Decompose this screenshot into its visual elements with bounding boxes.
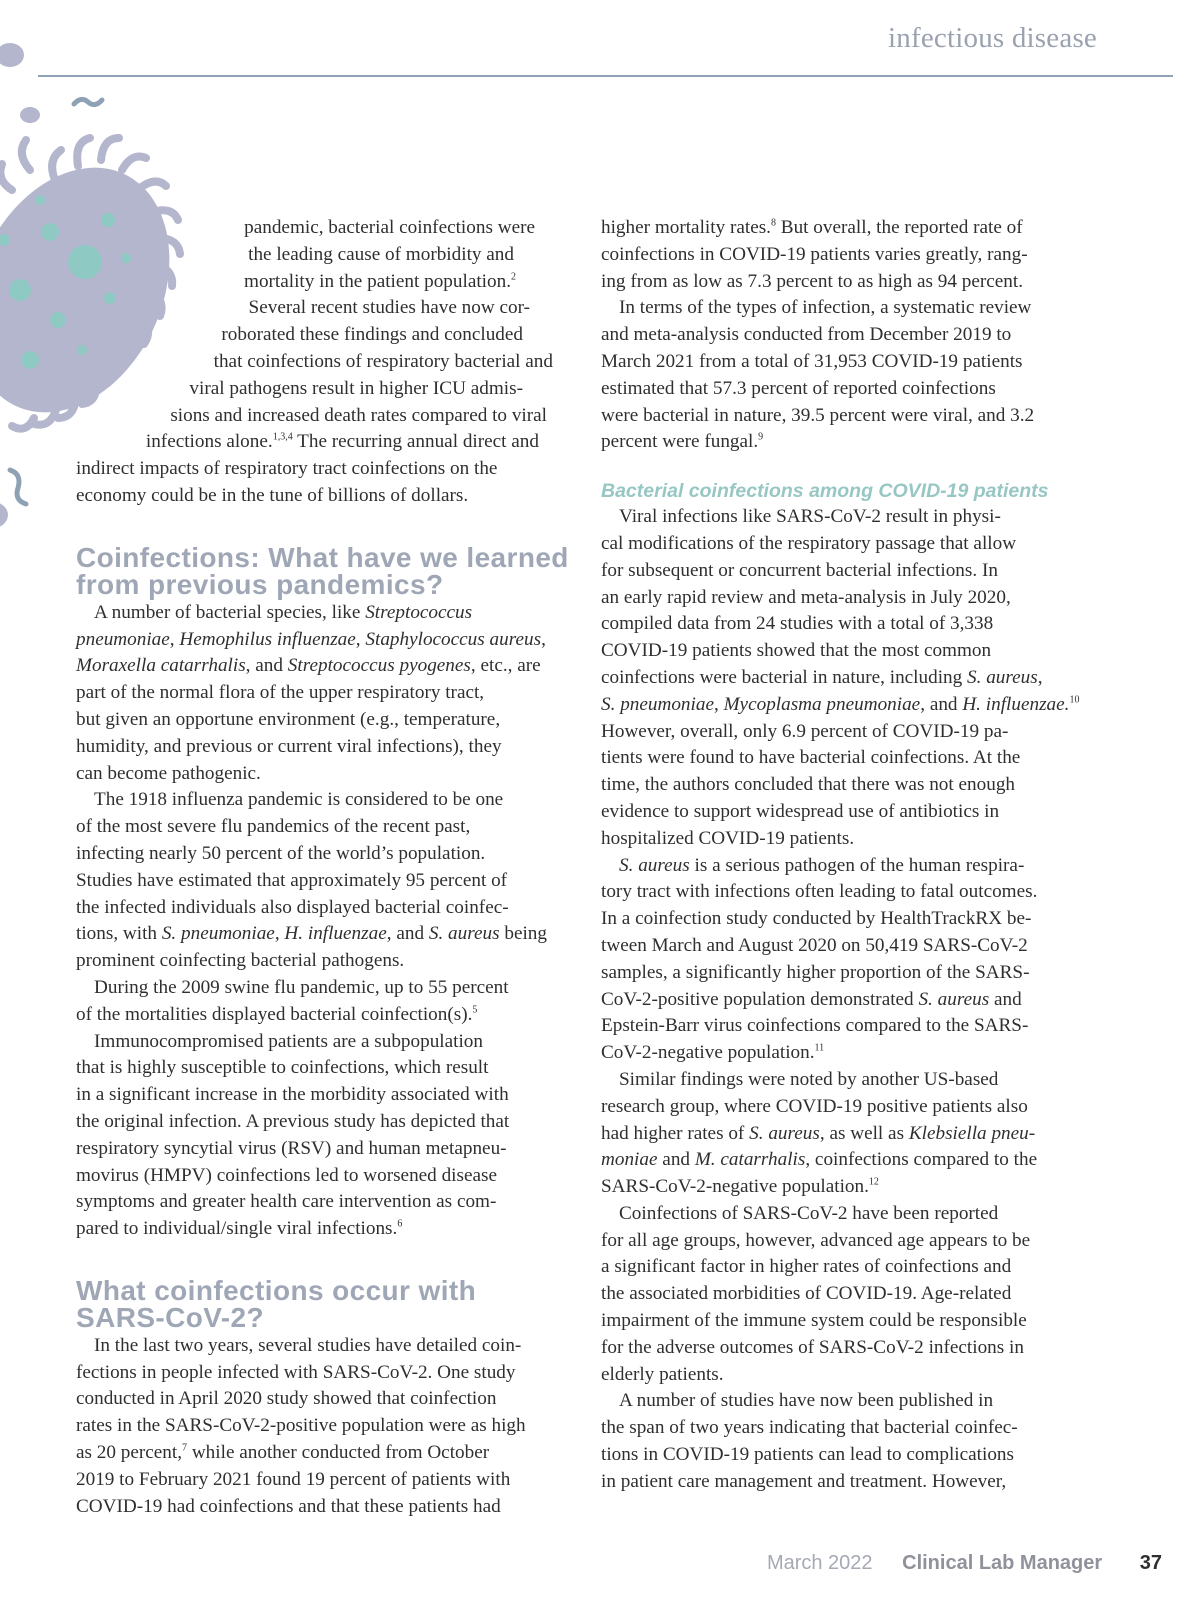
text-line: economy could be in the tune of billions of dollars. — [76, 484, 469, 506]
text-line: that coinfections of respiratory bacterial and — [213, 350, 553, 372]
citation: 10 — [1069, 694, 1080, 706]
subheading-bacterial-coinfections: Bacterial coinfections among COVID-19 patients — [601, 480, 1049, 503]
citation: 5 — [472, 1004, 478, 1016]
text-line: coinfections in COVID-19 patients varies greatly, rang- — [601, 243, 1028, 265]
text-line: time, the authors concluded that there was not enough — [601, 774, 1016, 796]
text-line: conducted in April 2020 study showed that coinfection — [76, 1388, 497, 1410]
section-sars-cov-2-coinfections: In the last two years, several studies have detailed coin- fections in people infected with SARS-CoV-2. One study conducted in April 2020 study showed that coinfection rates in the SARS-CoV-2-positive population were as high as 20 percent,$^7$ while another conducted from October 2019 to February 2021 found 19 percent of patients with COVID-19 had coinfections and that these patients had — [76, 1333, 576, 1521]
text-line: the leading cause of morbidity and — [248, 243, 514, 265]
species-name: S. pneumoniae — [601, 693, 714, 715]
text-line: Immunocompromised patients are a subpopulation — [94, 1030, 483, 1052]
text-line: prominent coinfecting bacterial pathogens. — [76, 950, 405, 972]
species-name: S. aureus — [428, 923, 500, 945]
section-bacterial-coinfections: Viral infections like SARS-CoV-2 result in physi- cal modifications of the respiratory passage that allow for subsequent or concurrent bacterial infections. In an early rapid review and meta-analysis in July 2020, compiled data from 24 studies with a total of 3,338 COVID-19 patients showed that the most common coinfections were bacterial in nature, including S. aureus, S. pneumoniae, Mycoplasma pneumoniae, and H. influenzae.$^{10}$ However, overall, only 6.9 percent of COVID-19 pa- tients were found to have bacterial coinfections. At the time, the authors concluded that there was not enough evidence to support widespread use of antibiotics in hospitalized COVID-19 patients. S. aureus is a serious pathogen of the human respira- tory tract with infections often leading to fatal outcomes. In a coinfection study conducted by HealthTrackRX be- tween March and August 2020 on 50,419 SARS-CoV-2 samples, a significantly higher proportion of the SARS- CoV-2-positive population demonstrated S. aureus and Epstein-Barr virus coinfections compared to the SARS- CoV-2-negative population.$^{11}$ Similar findings were noted by another US-based research group, where COVID-19 positive patients also had higher rates of S. aureus, as well as Klebsiella pneu- moniae and M. catarrhalis, coinfections compared to the SARS-CoV-2-negative population.$^{12}$ Coinfections of SARS-CoV-2 have been reported for all age groups, however, advanced age appears to be a significant factor in higher rates of coinfections and the associated morbidities of COVID-19. Age-related impairment of the immune system could be responsible for the adverse outcomes of SARS-CoV-2 infections in elderly patients. A number of studies have now been published in the span of two years indicating that bacterial coinfec- tions in COVID-19 patients can lead to complications in patient care management and treatment. However, — [601, 504, 1101, 1495]
squiggle-bottom — [10, 470, 26, 504]
species-name: Staphylococcus aureus — [365, 628, 542, 650]
text-line: sions and increased death rates compared to viral — [170, 404, 547, 426]
text-line: for subsequent or concurrent bacterial infections. In — [601, 559, 998, 581]
text-line: compiled data from 24 studies with a total of 3,338 — [601, 613, 994, 635]
citation: 2 — [511, 271, 516, 283]
text-line: humidity, and previous or current viral infections), they — [76, 735, 502, 757]
text-line: an early rapid review and meta-analysis in July 2020, — [601, 586, 1011, 608]
species-name: pneumoniae — [76, 628, 170, 650]
intro-paragraph — [76, 215, 576, 510]
text-line: However, overall, only 6.9 percent of COVID-19 pa- — [601, 720, 1009, 742]
text-line: tween March and August 2020 on 50,419 SARS-CoV-2 — [601, 934, 1028, 956]
species-name: M. catarrhalis — [694, 1149, 806, 1171]
text-line: tients were found to have bacterial coinfections. At the — [601, 747, 1021, 769]
text-line: In a coinfection study conducted by HealthTrackRX be- — [601, 908, 1032, 930]
citation: 7 — [182, 1442, 188, 1454]
text-line: symptoms and greater health care intervention as com- — [76, 1191, 497, 1213]
text-line: but given an opportune environment (e.g., temperature, — [76, 708, 501, 730]
text-line: viral pathogens result in higher ICU admis- — [189, 377, 523, 399]
virus-dot-top — [0, 43, 24, 67]
species-name: Hemophilus influenzae — [179, 628, 356, 650]
text-line: During the 2009 swine flu pandemic, up to 55 percent — [94, 976, 509, 998]
species-name: Moraxella catarrhalis — [76, 655, 246, 677]
text-line: COVID-19 patients showed that the most common — [601, 640, 992, 662]
text-line: can become pathogenic. — [76, 762, 261, 784]
text-line: COVID-19 had coinfections and that these patients had — [76, 1495, 501, 1517]
text-line: tory tract with infections often leading to fatal outcomes. — [601, 881, 1038, 903]
text-line: indirect impacts of respiratory tract coinfections on the — [76, 458, 498, 480]
text-line: The recurring annual direct and — [297, 431, 539, 453]
section-label: infectious disease — [888, 22, 1097, 54]
text-line: hospitalized COVID-19 patients. — [601, 827, 855, 849]
text-line: the associated morbidities of COVID-19. Age-related — [601, 1283, 1012, 1305]
text-line: research group, where COVID-19 positive patients also — [601, 1095, 1028, 1117]
text-line: that is highly susceptible to coinfections, which result — [76, 1057, 489, 1079]
text-line: ing from as low as 7.3 percent to as high as 94 percent. — [601, 270, 1024, 292]
species-name: S. pneumoniae — [161, 923, 275, 945]
species-name: Mycoplasma pneumoniae — [723, 693, 921, 715]
text-line: roborated these findings and concluded — [221, 324, 523, 346]
text-line: were bacterial in nature, 39.5 percent were viral, and 3.2 — [601, 404, 1035, 426]
citation: 12 — [868, 1176, 879, 1188]
text-line: cal modifications of the respiratory passage that allow — [601, 532, 1017, 554]
heading-previous-pandemics: Coinfections: What have we learned from previous pandemics? — [76, 541, 569, 600]
text-line: infections alone. — [145, 431, 273, 453]
text-line: Similar findings were noted by another US-based — [619, 1068, 999, 1090]
text-line: tions in COVID-19 patients can lead to complications — [601, 1444, 1014, 1466]
species-name: Streptococcus pyogenes — [287, 655, 471, 677]
column-left — [76, 215, 576, 1520]
column-right — [601, 215, 1101, 1496]
text-line: The 1918 influenza pandemic is considered to be one — [94, 789, 504, 811]
species-name: Klebsiella pneu- — [908, 1122, 1036, 1144]
text-line: Coinfections of SARS-CoV-2 have been reported — [619, 1202, 999, 1224]
text-line: Studies have estimated that approximately 95 percent of — [76, 869, 508, 891]
text-line: pandemic, bacterial coinfections were — [244, 217, 535, 238]
citation: 6 — [397, 1218, 403, 1230]
text-line: infecting nearly 50 percent of the world’s population. — [76, 842, 486, 864]
virus-dot-bottom — [0, 501, 8, 529]
text-line: mortality in the patient population. — [244, 270, 511, 292]
citation: 1,3,4 — [272, 431, 293, 443]
species-name: H. influenzae — [284, 923, 387, 945]
species-name: H. influenzae. — [962, 693, 1070, 715]
text-line: part of the normal flora of the upper respiratory tract, — [76, 682, 485, 704]
text-line: estimated that 57.3 percent of reported coinfections — [601, 377, 996, 399]
text-line: in a significant increase in the morbidity associated with — [76, 1084, 509, 1106]
text-line: In the last two years, several studies have detailed coin- — [94, 1334, 522, 1356]
text-line: movirus (HMPV) coinfections led to worsened disease — [76, 1164, 497, 1186]
text-line: In terms of the types of infection, a systematic review — [619, 297, 1032, 319]
virus-dot-small — [20, 107, 40, 123]
text-line: evidence to support widespread use of antibiotics in — [601, 800, 1000, 822]
text-line: the span of two years indicating that bacterial coinfec- — [601, 1417, 1018, 1439]
text-line: elderly patients. — [601, 1363, 724, 1385]
species-name: S. aureus — [749, 1122, 820, 1144]
text-line: a significant factor in higher rates of coinfections and — [601, 1256, 1012, 1278]
magazine-name: Clinical Lab Manager — [902, 1552, 1103, 1574]
text-line: Epstein-Barr virus coinfections compared to the SARS- — [601, 1015, 1029, 1037]
text-line: respiratory syncytial virus (RSV) and human metapneu- — [76, 1137, 507, 1159]
citation: 9 — [758, 431, 764, 443]
citation: 11 — [814, 1042, 825, 1054]
text-line: of the most severe flu pandemics of the recent past, — [76, 816, 471, 838]
page-footer — [767, 1552, 1162, 1575]
species-name: Streptococcus — [365, 601, 473, 623]
text-line: rates in the SARS-CoV-2-positive population were as high — [76, 1415, 526, 1437]
citation: 8 — [770, 217, 776, 229]
text-line: fections in people infected with SARS-CoV-2. One study — [76, 1361, 516, 1383]
species-name: S. aureus — [918, 988, 990, 1010]
text-line: the infected individuals also displayed bacterial coinfec- — [76, 896, 509, 918]
species-name: S. aureus — [619, 854, 690, 876]
text-line: impairment of the immune system could be responsible — [601, 1310, 1027, 1332]
text-line: Viral infections like SARS-CoV-2 result in physi- — [619, 506, 1001, 528]
issue-date: March 2022 — [766, 1552, 873, 1574]
text-line: Several recent studies have now cor- — [248, 297, 530, 319]
section-previous-pandemics: A number of bacterial species, like Streptococcus pneumoniae, Hemophilus influenzae, Staphylococcus aureus, Moraxella catarrhalis, and Streptococcus pyogenes, etc., are part of the normal flora of the upper respiratory tract, but given an opportune environment (e.g., temperature, humidity, and previous or current viral infections), they can become pathogenic. The 1918 influenza pandemic is considered to be one of the most severe flu pandemics of the recent past, infecting nearly 50 percent of the world’s population. Studies have estimated that approximately 95 percent of the infected individuals also displayed bacterial coinfec- tions, with S. pneumoniae, H. influenzae, and S. aureus being prominent coinfecting bacterial pathogens. During the 2009 swine flu pandemic, up to 55 percent of the mortalities displayed bacterial coinfection(s).$^5$ Immunocompromised patients are a subpopulation that is highly susceptible to coinfections, which result in a significant increase in the morbidity associated with the original infection. A previous study has depicted that respiratory syncytial virus (RSV) and human metapneu- movirus (HMPV) coinfections led to worsened disease symptoms and greater health care intervention as com- pared to individual/single viral infections.$^6$ — [76, 600, 576, 1243]
text-line: the original infection. A previous study has depicted that — [76, 1110, 510, 1132]
paragraph-continued: higher mortality rates.$^8$ But overall, the reported rate of coinfections in COVID-19 patients varies greatly, rang- ing from as low as 7.3 percent to as high as 94 percent. In terms of the types of infection, a systematic review and meta-analysis conducted from December 2019 to March 2021 from a total of 31,953 COVID-19 patients estimated that 57.3 percent of reported coinfections were bacterial in nature, 39.5 percent were viral, and 3.2 percent were fungal.$^9$ — [601, 215, 1101, 456]
header-rule — [38, 75, 1173, 77]
page-number: 37 — [1139, 1552, 1162, 1574]
text-line: A number of studies have now been published in — [619, 1390, 994, 1412]
text-line: 2019 to February 2021 found 19 percent of patients with — [76, 1468, 511, 1490]
species-name: S. aureus — [967, 666, 1038, 688]
text-line: for the adverse outcomes of SARS-CoV-2 infections in — [601, 1336, 1024, 1358]
text-line: samples, a significantly higher proportion of the SARS- — [601, 961, 1030, 983]
text-line: March 2021 from a total of 31,953 COVID-19 patients — [601, 350, 1023, 372]
heading-sars-cov-2-coinfections: What coinfections occur with SARS-CoV-2? — [76, 1274, 477, 1333]
species-name: moniae — [601, 1149, 658, 1171]
text-line: and meta-analysis conducted from December 2019 to — [601, 324, 1012, 346]
text-line: for all age groups, however, advanced age appears to be — [601, 1229, 1031, 1251]
text-line: in patient care management and treatment. However, — [601, 1470, 1007, 1492]
squiggle-top — [74, 99, 102, 104]
